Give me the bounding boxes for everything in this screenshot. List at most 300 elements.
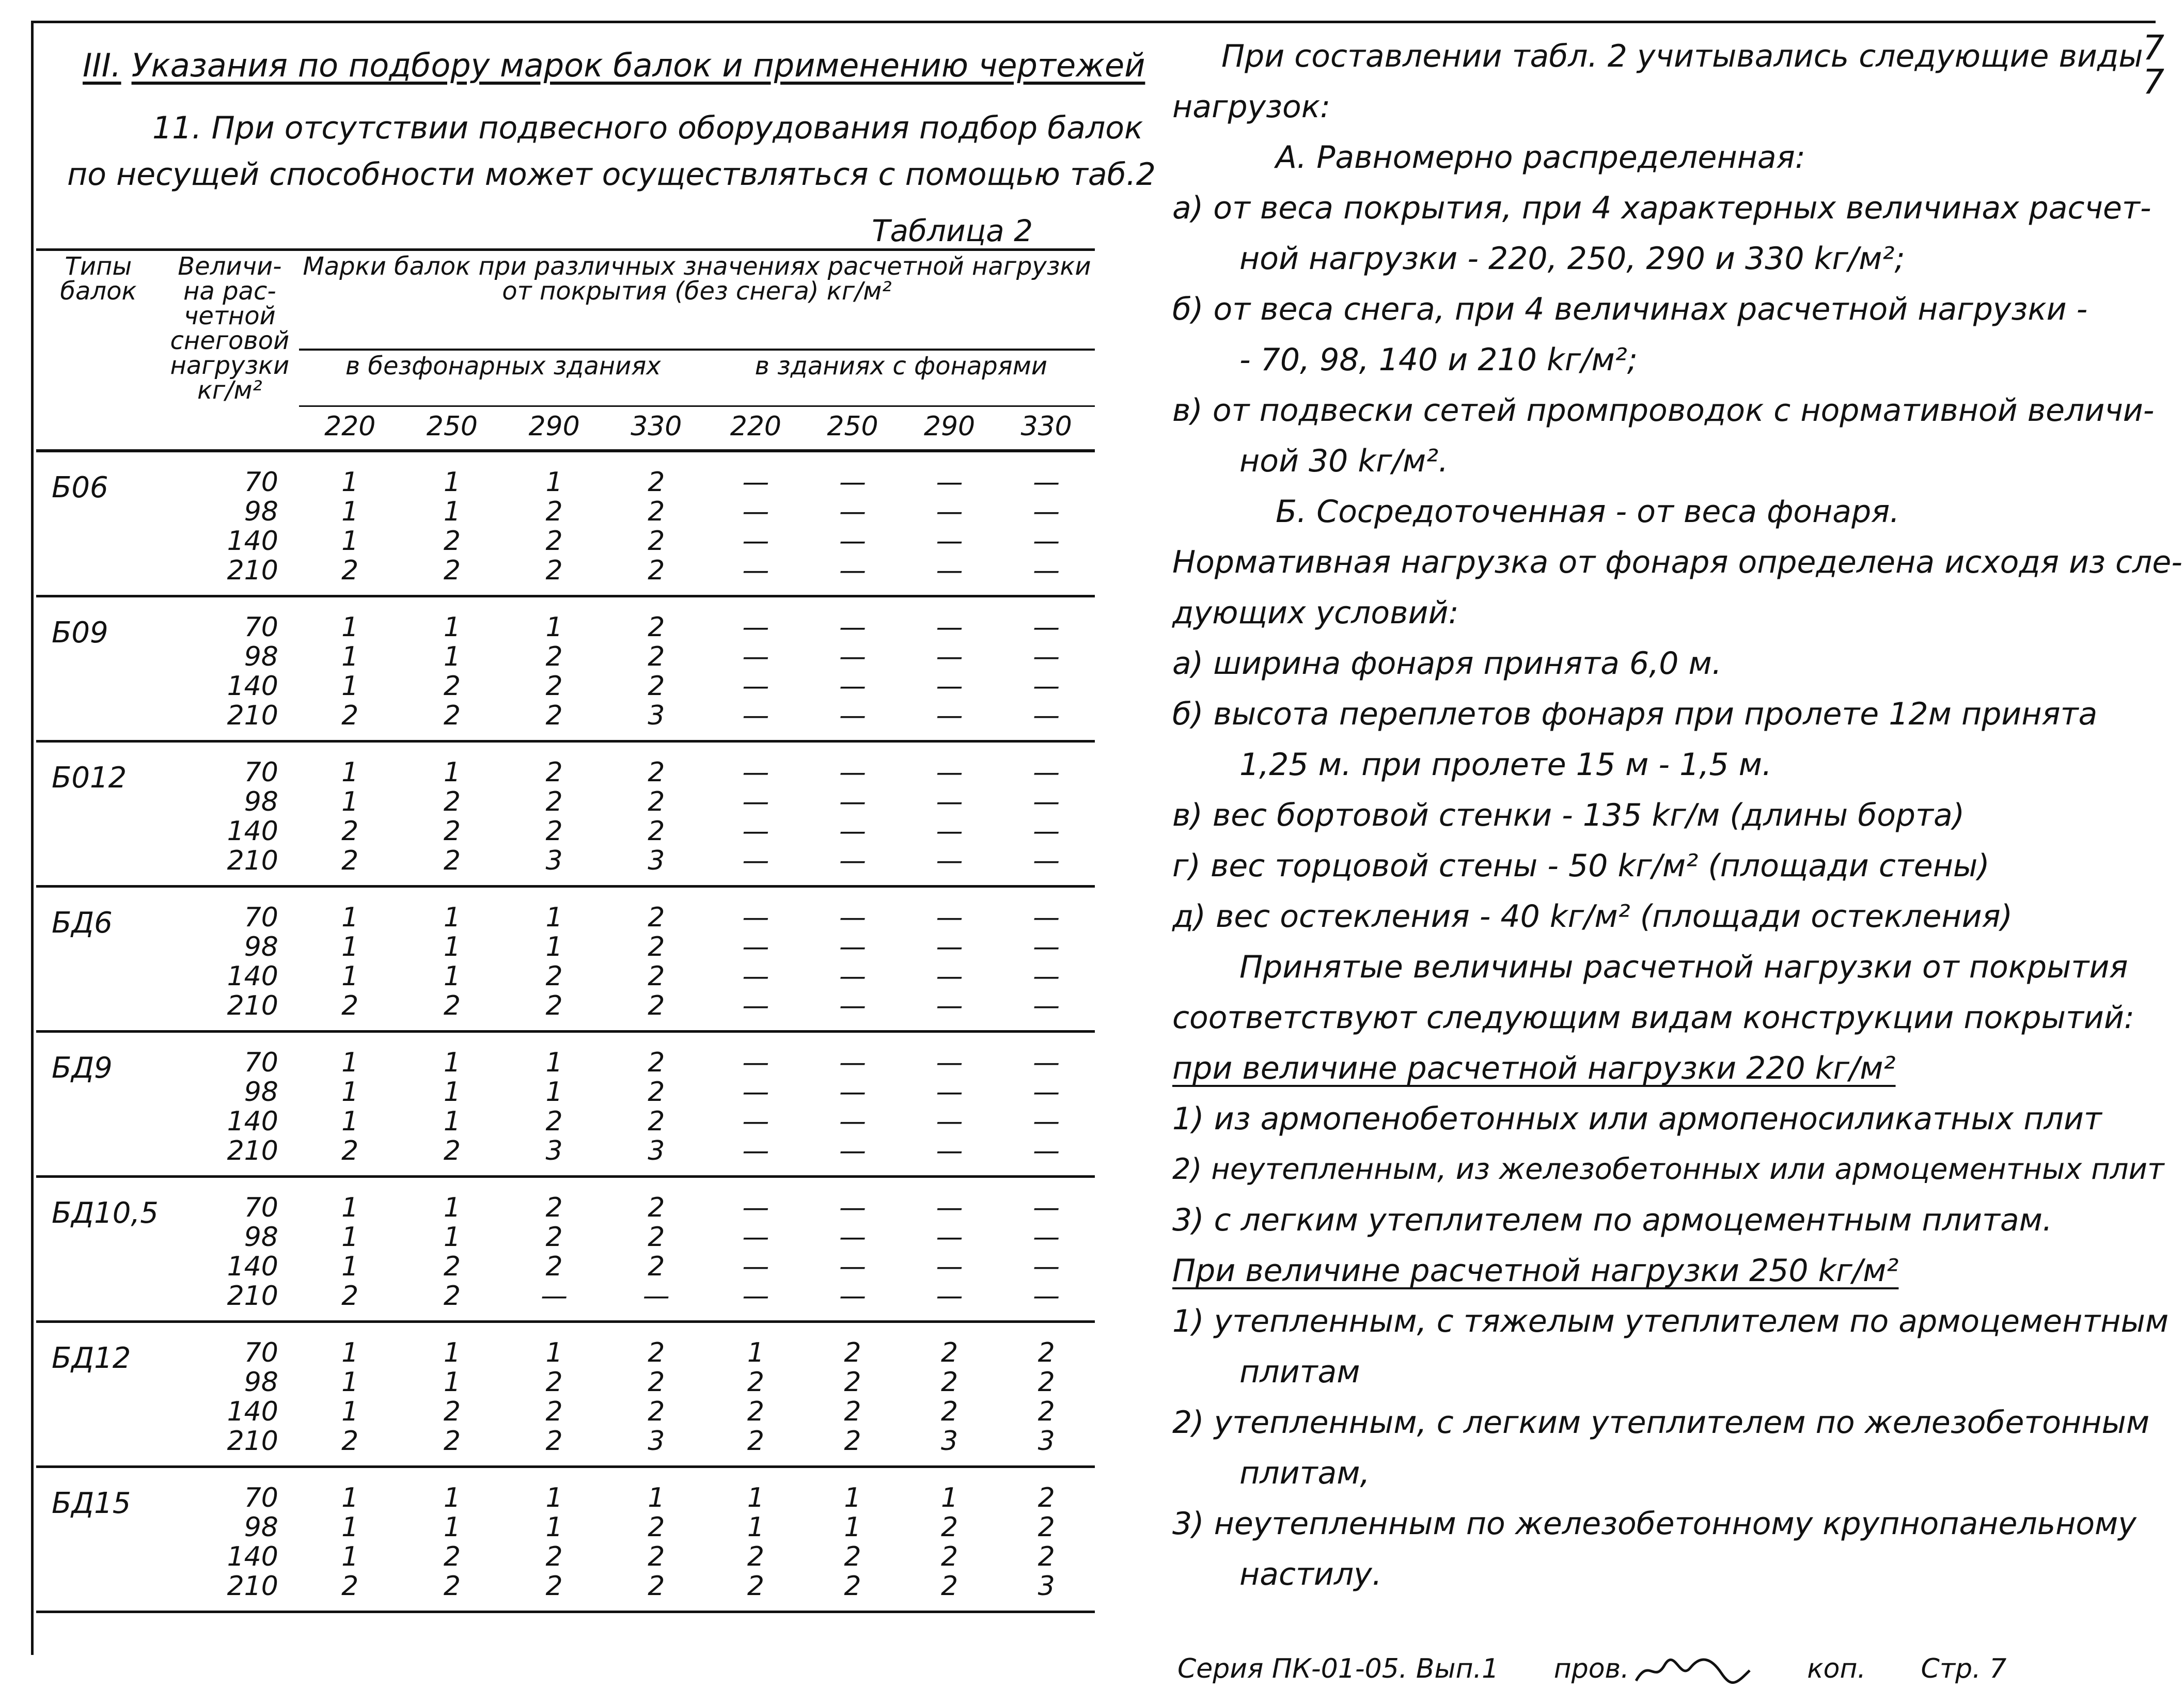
beam-mark: 2 — [648, 1047, 665, 1078]
beam-mark: — — [742, 525, 769, 557]
r-n2: дующих условий: — [1172, 595, 1459, 631]
beam-mark: 1 — [844, 1511, 861, 1543]
snow-load-value: 70 — [244, 902, 278, 933]
snow-load-value: 210 — [227, 990, 278, 1021]
beam-mark: 1 — [341, 1511, 359, 1543]
beam-mark: — — [1033, 670, 1060, 702]
beam-mark: — — [839, 641, 866, 672]
col-header-value: 330 — [631, 411, 682, 442]
beam-mark: 2 — [648, 990, 665, 1021]
beam-mark-cell — [401, 1031, 504, 1176]
beam-mark-cell — [901, 596, 998, 741]
beam-mark: — — [936, 786, 963, 817]
beam-mark: 1 — [443, 641, 461, 672]
beam-mark: 3 — [545, 845, 563, 876]
beam-mark-cell — [708, 741, 805, 886]
beam-mark: 2 — [648, 641, 665, 672]
intro-line-1: 11. При отсутствии подвесного оборудования подбор балок — [152, 110, 1143, 146]
beam-mark: 1 — [341, 525, 359, 557]
beam-mark-cell — [708, 451, 805, 596]
snow-loads — [161, 1466, 299, 1612]
snow-loads — [161, 1321, 299, 1466]
beam-mark: 2 — [844, 1396, 861, 1427]
beam-mark: — — [1033, 990, 1060, 1021]
beam-mark: — — [839, 1047, 866, 1078]
beam-mark: — — [742, 1135, 769, 1166]
beam-mark: 2 — [443, 1135, 461, 1166]
section-title — [83, 46, 1145, 84]
beam-mark: — — [839, 466, 866, 498]
r-heading-220: при величине расчетной нагрузки 220 kг/м² — [1172, 1050, 1896, 1086]
right-column — [1172, 31, 2182, 1600]
beam-mark-cell — [299, 741, 401, 886]
beam-mark: — — [839, 1076, 866, 1108]
snow-load-value: 98 — [244, 1511, 278, 1543]
r-d1: Принятые величины расчетной нагрузки от покрытия — [1239, 949, 2128, 985]
beam-mark: 1 — [443, 496, 461, 527]
beam-mark: — — [1033, 756, 1060, 788]
beam-mark: 2 — [1038, 1396, 1055, 1427]
beam-mark: 2 — [648, 555, 665, 586]
beam-mark: 1 — [341, 1366, 359, 1398]
beam-mark: — — [936, 815, 963, 847]
col-header-value: 250 — [426, 411, 478, 442]
beam-mark: — — [742, 960, 769, 992]
beam-mark-cell — [299, 886, 401, 1031]
beam-mark: 2 — [545, 1396, 563, 1427]
beam-mark: — — [1033, 1280, 1060, 1312]
beam-mark: — — [839, 990, 866, 1021]
beam-mark: 2 — [648, 670, 665, 702]
beam-mark: 1 — [648, 1482, 665, 1513]
beam-mark: 1 — [747, 1511, 764, 1543]
beam-mark: 1 — [844, 1482, 861, 1513]
beam-mark: 2 — [545, 960, 563, 992]
beam-mark: — — [1033, 786, 1060, 817]
beam-mark: 2 — [545, 815, 563, 847]
beam-mark: — — [1033, 1251, 1060, 1282]
snow-load-value: 70 — [244, 466, 278, 498]
beam-mark: 3 — [648, 700, 665, 731]
beam-mark-cell — [401, 1176, 504, 1321]
beam-mark-cell — [605, 1466, 708, 1612]
r-c2b: 1,25 м. при пролете 15 м - 1,5 м. — [1239, 747, 1772, 783]
beam-mark-cell — [503, 886, 605, 1031]
beam-mark: 2 — [545, 1192, 563, 1223]
beam-mark-cell — [503, 1176, 605, 1321]
beam-mark: 2 — [341, 1280, 359, 1312]
beam-mark-cell — [605, 886, 708, 1031]
beam-mark: 1 — [443, 1106, 461, 1137]
beam-mark-cell — [299, 451, 401, 596]
beam-mark: 3 — [648, 1425, 665, 1457]
snow-load-value: 140 — [227, 525, 278, 557]
beam-mark-cell — [998, 1031, 1095, 1176]
beam-mark-cell — [401, 1321, 504, 1466]
snow-load-value: 140 — [227, 1106, 278, 1137]
beam-mark-cell — [299, 1321, 401, 1466]
beam-mark: 1 — [443, 611, 461, 643]
beam-mark: — — [936, 496, 963, 527]
r-heading-250: При величине расчетной нагрузки 250 kг/м² — [1172, 1253, 1899, 1289]
beam-mark: 2 — [443, 555, 461, 586]
beam-mark: 1 — [341, 1106, 359, 1137]
beam-mark: 2 — [443, 1280, 461, 1312]
beam-mark: 2 — [1038, 1541, 1055, 1572]
beam-mark: — — [839, 845, 866, 876]
r-a1a: а) от веса покрытия, при 4 характерных величинах расчет- — [1172, 190, 2151, 226]
beam-mark: 2 — [648, 1570, 665, 1602]
beam-mark: 1 — [341, 1541, 359, 1572]
beam-mark: 2 — [545, 1106, 563, 1137]
intro-line-2: по несущей способности может осуществляться с помощью таб.2 — [67, 156, 1156, 193]
beam-mark: 1 — [341, 902, 359, 933]
beam-mark: 1 — [545, 1337, 563, 1368]
beam-mark: — — [839, 960, 866, 992]
beam-mark-cell — [804, 1031, 901, 1176]
beam-mark: — — [839, 670, 866, 702]
snow-load-value: 70 — [244, 1192, 278, 1223]
beam-mark: 2 — [747, 1396, 764, 1427]
beam-mark-cell — [605, 596, 708, 741]
table-row — [36, 886, 1095, 1031]
beam-mark-cell — [708, 1031, 805, 1176]
beam-mark: 2 — [648, 1337, 665, 1368]
beam-mark-cell — [804, 741, 901, 886]
beam-mark-cell — [503, 1031, 605, 1176]
beam-mark: 3 — [1038, 1570, 1055, 1602]
r-a2b: - 70, 98, 140 и 210 kг/м²; — [1239, 342, 1638, 378]
footer-copied: коп. — [1807, 1653, 1866, 1684]
beam-mark: 2 — [844, 1541, 861, 1572]
beam-mark: 1 — [545, 1076, 563, 1108]
left-column — [36, 46, 1156, 1613]
beam-mark: 2 — [940, 1337, 959, 1368]
section-number: III. — [83, 46, 121, 84]
beam-mark: 1 — [443, 1482, 461, 1513]
beam-mark-cell — [401, 451, 504, 596]
beam-mark: 2 — [648, 525, 665, 557]
beam-mark: 2 — [545, 1366, 563, 1398]
beam-mark: 2 — [545, 1251, 563, 1282]
beam-mark: 3 — [648, 845, 665, 876]
beam-mark: — — [1033, 1192, 1060, 1223]
beam-mark: — — [839, 1280, 866, 1312]
beam-mark: 2 — [844, 1425, 861, 1457]
beam-mark-cell — [804, 451, 901, 596]
r-b-head: Б. Сосредоточенная - от веса фонаря. — [1276, 494, 1900, 530]
beam-mark: 1 — [443, 902, 461, 933]
r-c4: г) вес торцовой стены - 50 kг/м² (площади стены) — [1172, 848, 1990, 884]
snow-loads — [161, 741, 299, 886]
beam-mark: 2 — [1038, 1511, 1055, 1543]
beam-mark: — — [1033, 611, 1060, 643]
beam-mark: — — [936, 960, 963, 992]
beam-mark: 2 — [545, 990, 563, 1021]
beam-mark-cell — [503, 596, 605, 741]
beam-mark: — — [839, 611, 866, 643]
beam-mark: — — [742, 1192, 769, 1223]
beam-mark: 2 — [341, 555, 359, 586]
beam-mark: 2 — [443, 1396, 461, 1427]
beam-mark: 2 — [545, 525, 563, 557]
beam-mark: 1 — [443, 960, 461, 992]
beam-mark: — — [839, 555, 866, 586]
beam-mark: 1 — [443, 466, 461, 498]
beam-mark-cell — [901, 741, 998, 886]
beam-mark: 1 — [341, 1076, 359, 1108]
beam-mark-cell — [605, 451, 708, 596]
beam-mark: — — [839, 1106, 866, 1137]
snow-load-value: 98 — [244, 1221, 278, 1253]
beam-mark-cell — [299, 1176, 401, 1321]
beam-mark-cell — [605, 1031, 708, 1176]
beam-mark: — — [742, 756, 769, 788]
beam-mark: 1 — [341, 466, 359, 498]
beam-mark: — — [936, 1076, 963, 1108]
beam-mark: — — [936, 700, 963, 731]
beam-mark: 1 — [341, 960, 359, 992]
r-e3: 3) с легким утеплителем по армоцементным плитам. — [1172, 1202, 2052, 1238]
beam-mark: 2 — [545, 786, 563, 817]
col-header-value: 220 — [730, 411, 782, 442]
r-f1a: 1) утепленным, с тяжелым утеплителем по армоцементным — [1172, 1303, 2169, 1339]
snow-load-value: 210 — [227, 1570, 278, 1602]
table-row — [36, 1176, 1095, 1321]
footer — [1177, 1652, 2053, 1689]
beam-mark: — — [936, 902, 963, 933]
r-c1: а) ширина фонаря принята 6,0 м. — [1172, 645, 1722, 682]
beam-mark: — — [839, 496, 866, 527]
beam-mark: — — [1033, 466, 1060, 498]
beam-mark: — — [742, 611, 769, 643]
beam-mark-cell — [998, 596, 1095, 741]
beam-selection-table — [36, 248, 1095, 1613]
beam-mark: — — [1033, 525, 1060, 557]
beam-mark: 2 — [341, 815, 359, 847]
beam-mark-cell — [503, 741, 605, 886]
beam-mark: 1 — [545, 1482, 563, 1513]
beam-mark: 1 — [341, 611, 359, 643]
beam-mark: — — [936, 611, 963, 643]
snow-load-value: 210 — [227, 1425, 278, 1457]
beam-mark: — — [839, 931, 866, 963]
beam-mark: — — [936, 1135, 963, 1166]
beam-mark-cell — [605, 1176, 708, 1321]
beam-mark-cell — [998, 1176, 1095, 1321]
beam-mark: 1 — [545, 1511, 563, 1543]
r-f1b: плитам — [1239, 1354, 1360, 1390]
beam-mark: 3 — [545, 1135, 563, 1166]
beam-mark: 2 — [545, 1221, 563, 1253]
snow-load-value: 210 — [227, 700, 278, 731]
beam-mark: — — [642, 1280, 670, 1312]
snow-load-value: 70 — [244, 1047, 278, 1078]
footer-checked: пров. — [1554, 1653, 1752, 1684]
col-header-marks: Марки балок при различных значениях расчетной нагрузки от покрытия (без снега) кг/м² — [299, 250, 1095, 350]
beam-mark: 1 — [747, 1482, 764, 1513]
beam-mark: 1 — [341, 1482, 359, 1513]
beam-type: Б012 — [36, 741, 161, 886]
r-n1: Нормативная нагрузка от фонаря определена исходя из сле- — [1172, 544, 2182, 580]
beam-mark: 1 — [341, 1337, 359, 1368]
beam-mark: 1 — [341, 1396, 359, 1427]
beam-mark: — — [936, 990, 963, 1021]
beam-mark: — — [936, 1280, 963, 1312]
beam-mark: 1 — [341, 1047, 359, 1078]
beam-mark: 2 — [443, 815, 461, 847]
beam-mark: 2 — [545, 641, 563, 672]
beam-mark: 2 — [747, 1366, 764, 1398]
r-a-head: А. Равномерно распределенная: — [1276, 139, 1805, 176]
snow-load-value: 210 — [227, 1280, 278, 1312]
beam-mark: 1 — [341, 670, 359, 702]
beam-mark: 1 — [747, 1337, 764, 1368]
beam-mark: 1 — [443, 1192, 461, 1223]
col-header-value: 330 — [1020, 411, 1072, 442]
beam-mark: 2 — [844, 1337, 861, 1368]
beam-mark: 2 — [341, 845, 359, 876]
beam-mark: — — [1033, 960, 1060, 992]
beam-mark: 2 — [443, 700, 461, 731]
table-row — [36, 1031, 1095, 1176]
snow-load-value: 98 — [244, 496, 278, 527]
beam-mark: — — [839, 815, 866, 847]
beam-mark: 1 — [545, 1047, 563, 1078]
sheet-number-top: 7 — [2143, 28, 2164, 68]
beam-mark-cell — [401, 1466, 504, 1612]
snow-load-value: 70 — [244, 611, 278, 643]
beam-mark: — — [1033, 902, 1060, 933]
beam-type: БД15 — [36, 1466, 161, 1612]
beam-mark-cell — [998, 1466, 1095, 1612]
beam-mark-cell — [708, 1176, 805, 1321]
beam-mark: 2 — [443, 1251, 461, 1282]
beam-type: Б09 — [36, 596, 161, 741]
beam-mark: — — [936, 1251, 963, 1282]
beam-mark: 2 — [648, 1221, 665, 1253]
beam-mark: 2 — [341, 1570, 359, 1602]
beam-mark: — — [1033, 815, 1060, 847]
beam-mark: 2 — [341, 1425, 359, 1457]
beam-mark: 1 — [443, 1076, 461, 1108]
beam-mark-cell — [299, 1031, 401, 1176]
snow-load-value: 140 — [227, 960, 278, 992]
beam-mark: — — [839, 525, 866, 557]
snow-load-value: 70 — [244, 756, 278, 788]
snow-loads — [161, 886, 299, 1031]
r-c3: в) вес бортовой стенки - 135 kг/м (длины борта) — [1172, 797, 1965, 833]
beam-mark-cell — [503, 451, 605, 596]
beam-mark: — — [742, 1076, 769, 1108]
beam-mark: 1 — [545, 931, 563, 963]
beam-mark: 3 — [648, 1135, 665, 1166]
beam-mark-cell — [401, 596, 504, 741]
beam-mark: 2 — [341, 1135, 359, 1166]
r-f2b: плитам, — [1239, 1455, 1370, 1491]
beam-mark: — — [936, 670, 963, 702]
beam-mark: 2 — [443, 845, 461, 876]
table-row — [36, 741, 1095, 886]
beam-mark: — — [839, 1192, 866, 1223]
beam-mark: 2 — [648, 1541, 665, 1572]
beam-mark: 2 — [545, 1541, 563, 1572]
beam-mark-cell — [901, 1466, 998, 1612]
beam-mark-cell — [998, 1321, 1095, 1466]
beam-type: БД9 — [36, 1031, 161, 1176]
beam-mark: — — [742, 496, 769, 527]
beam-mark: 2 — [648, 611, 665, 643]
beam-mark: — — [742, 815, 769, 847]
beam-mark: — — [742, 466, 769, 498]
beam-mark: — — [1033, 1135, 1060, 1166]
beam-mark: 2 — [443, 1425, 461, 1457]
beam-mark: — — [936, 1192, 963, 1223]
beam-mark: 2 — [648, 1396, 665, 1427]
beam-mark: — — [839, 1221, 866, 1253]
beam-mark: — — [839, 1135, 866, 1166]
beam-mark: 1 — [443, 1366, 461, 1398]
snow-load-value: 98 — [244, 1366, 278, 1398]
col-header-with-lantern: в зданиях с фонарями — [708, 350, 1095, 406]
beam-mark: 2 — [648, 1076, 665, 1108]
beam-mark: — — [839, 700, 866, 731]
beam-mark: 2 — [1038, 1337, 1055, 1368]
r-a1b: ной нагрузки - 220, 250, 290 и 330 kг/м²; — [1239, 241, 1905, 277]
beam-mark: — — [742, 990, 769, 1021]
beam-type: БД10,5 — [36, 1176, 161, 1321]
beam-mark: — — [1033, 555, 1060, 586]
signature-icon — [1633, 1652, 1752, 1689]
beam-mark: 2 — [545, 670, 563, 702]
table-body — [36, 451, 1095, 1612]
beam-mark: — — [936, 931, 963, 963]
beam-mark: — — [742, 845, 769, 876]
beam-mark: — — [742, 1221, 769, 1253]
beam-mark: — — [839, 786, 866, 817]
beam-mark-cell — [901, 451, 998, 596]
beam-mark-cell — [299, 1466, 401, 1612]
beam-mark: — — [1033, 1221, 1060, 1253]
beam-mark: — — [742, 1280, 769, 1312]
r-e1: 1) из армопенобетонных или армопеносиликатных плит — [1172, 1101, 2102, 1137]
beam-mark: 2 — [648, 786, 665, 817]
beam-mark: 1 — [545, 466, 563, 498]
col-header-value: 290 — [923, 411, 976, 442]
beam-mark-cell — [998, 451, 1095, 596]
snow-load-value: 70 — [244, 1482, 278, 1513]
snow-load-value: 140 — [227, 670, 278, 702]
beam-mark: 2 — [443, 990, 461, 1021]
beam-mark: 2 — [648, 1511, 665, 1543]
beam-mark-cell — [708, 886, 805, 1031]
r-d2: соответствуют следующим видам конструкции покрытий: — [1172, 1000, 2135, 1036]
beam-mark: 2 — [648, 960, 665, 992]
beam-mark: — — [936, 555, 963, 586]
col-header-value: 220 — [324, 411, 376, 442]
beam-mark: 1 — [545, 611, 563, 643]
beam-mark-cell — [503, 1321, 605, 1466]
beam-mark: 1 — [443, 1221, 461, 1253]
r-c2a: б) высота переплетов фонаря при пролете 12м принята — [1172, 696, 2098, 732]
beam-mark: — — [742, 1106, 769, 1137]
beam-mark-cell — [901, 886, 998, 1031]
beam-mark-cell — [708, 1321, 805, 1466]
beam-mark: 2 — [844, 1570, 861, 1602]
beam-mark: — — [936, 525, 963, 557]
r-a2a: б) от веса снега, при 4 величинах расчетной нагрузки - — [1172, 291, 2088, 327]
beam-mark: 2 — [443, 1541, 461, 1572]
